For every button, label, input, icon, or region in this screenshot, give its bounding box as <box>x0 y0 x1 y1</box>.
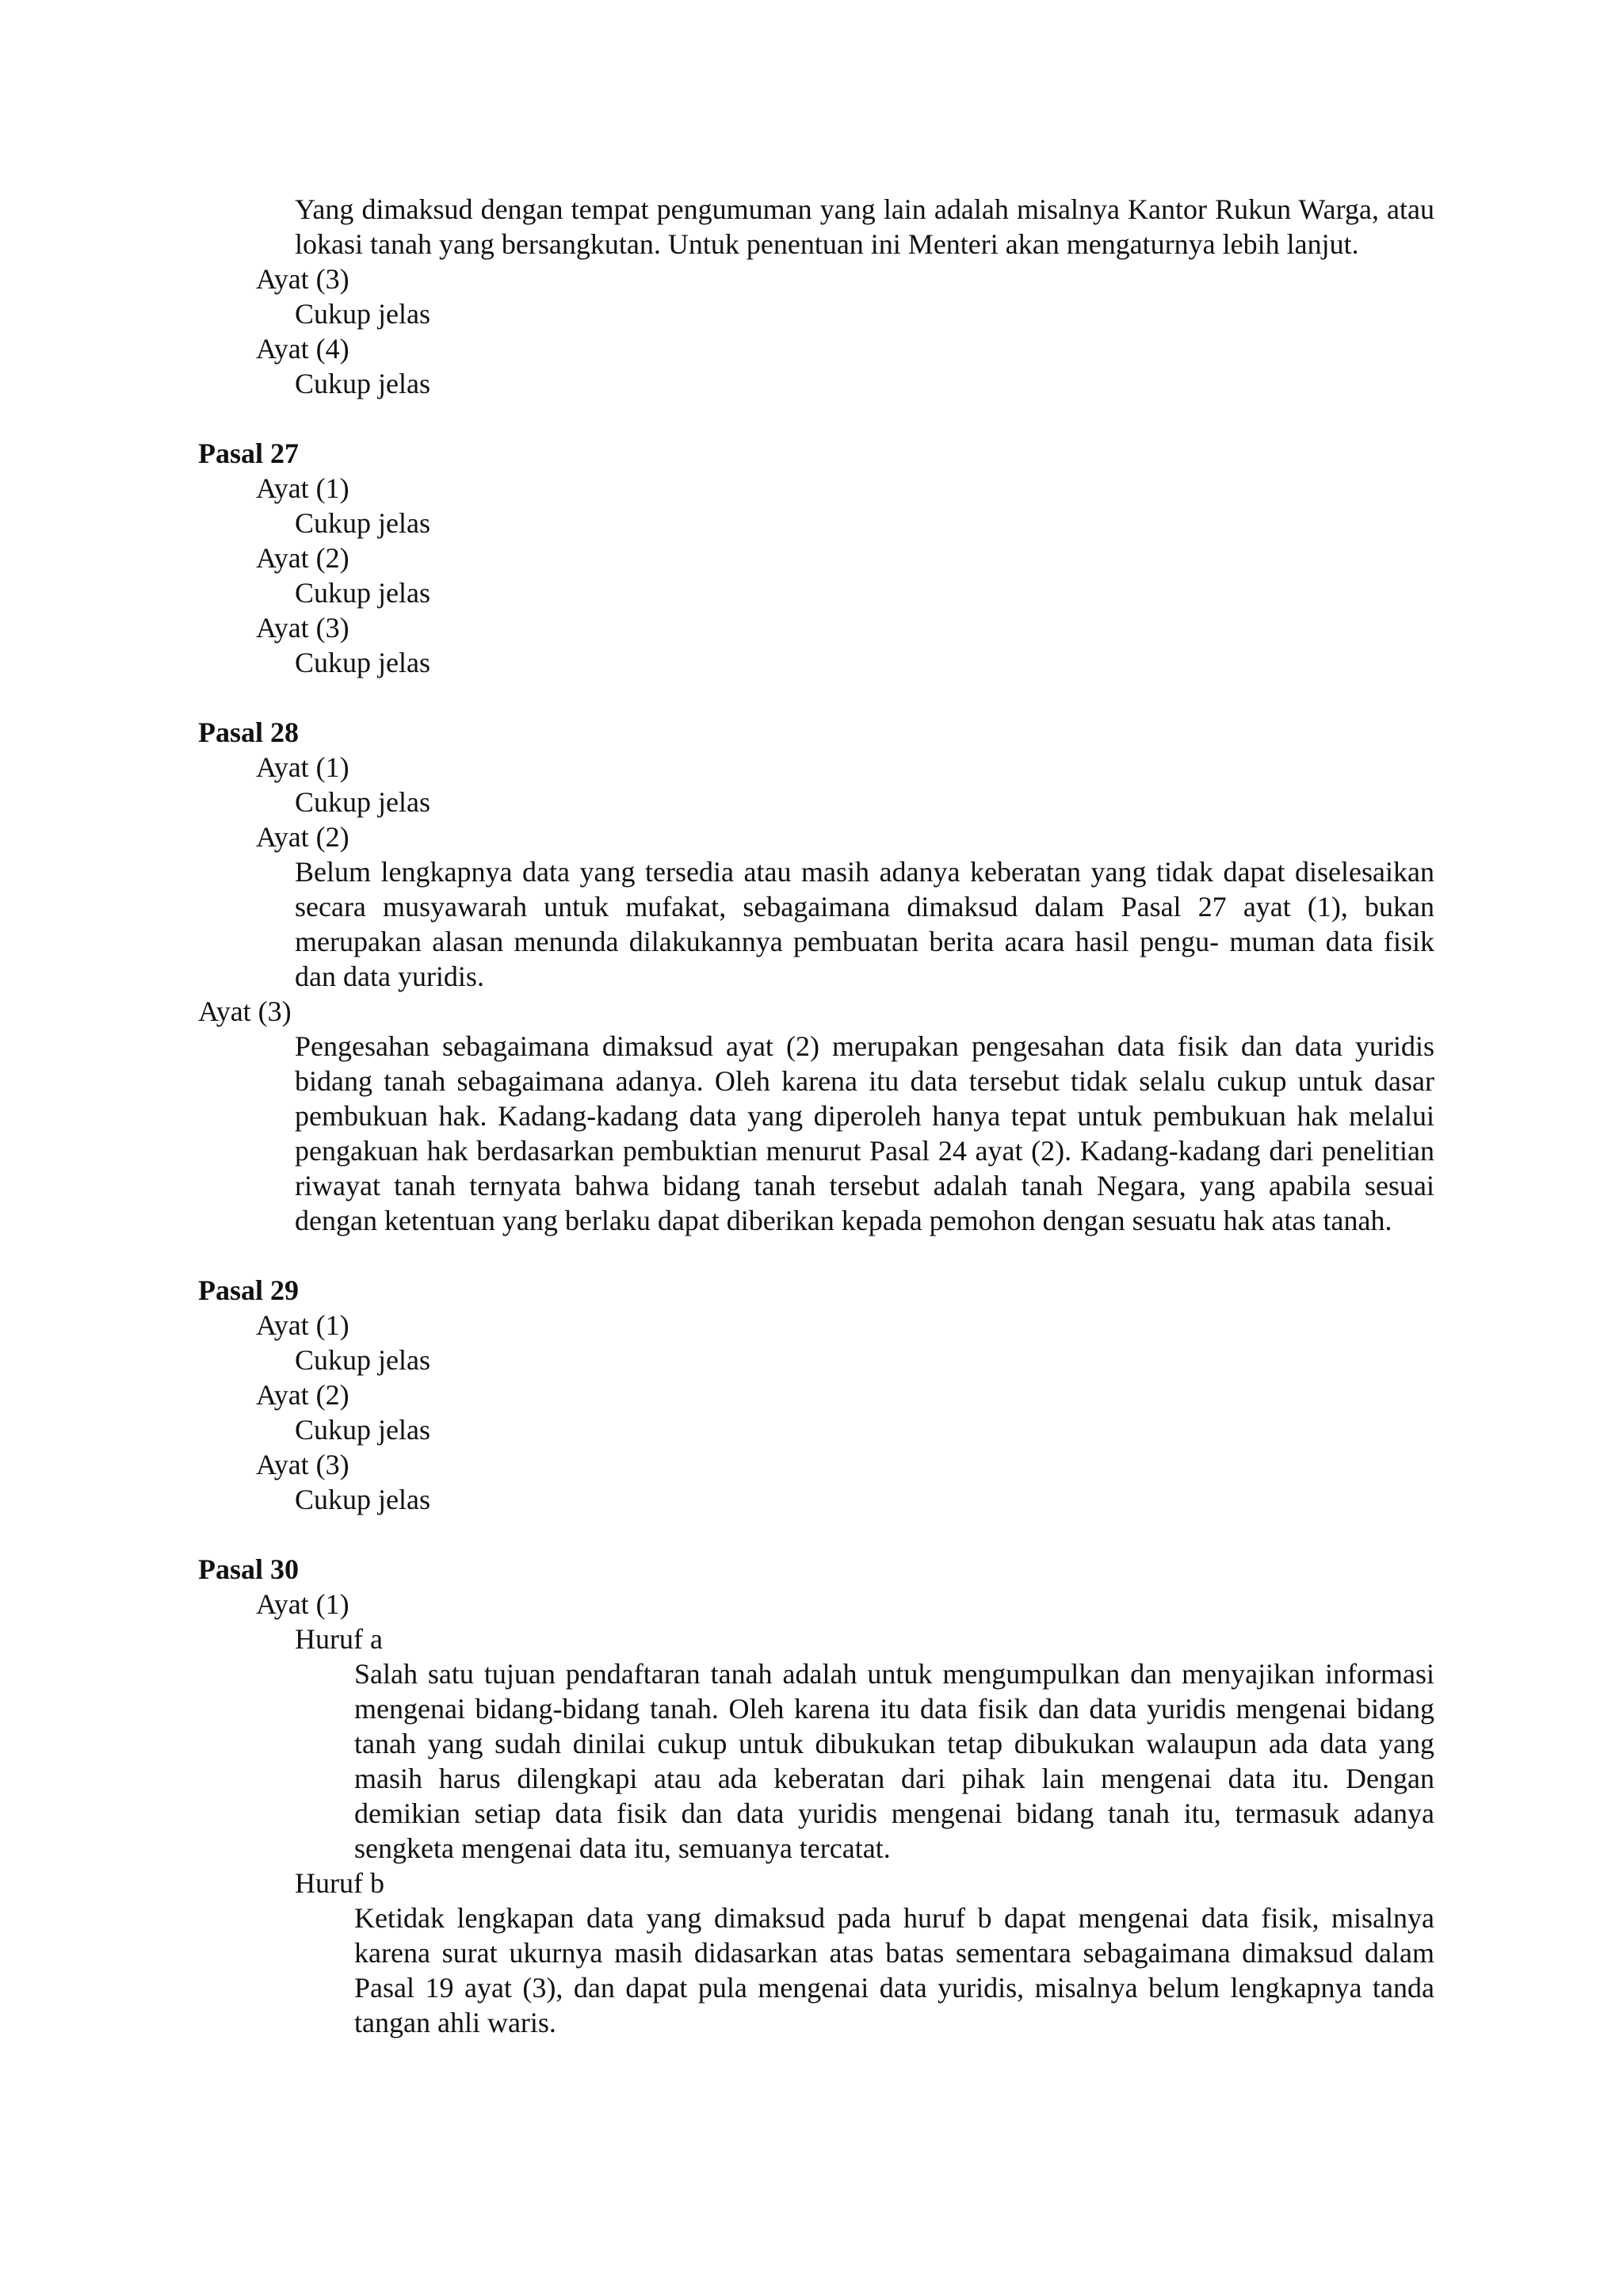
p27-ayat3-text: Cukup jelas <box>295 647 430 678</box>
p28-ayat1-text: Cukup jelas <box>295 786 430 818</box>
p28-ayat2-label: Ayat (2) <box>256 821 349 853</box>
pasal-29-heading: Pasal 29 <box>198 1274 300 1306</box>
p28-ayat3-text: Pengesahan sebagaimana dimaksud ayat (2) merupakan pengesahan data fisik dan data yuridis bidang tanah sebagaimana adanya. Oleh karena itu data tersebut tidak selalu cukup untuk dasar pembukuan hak. Kadang-kadang data yang diperoleh hanya tepat untuk pembukuan hak melalui pengakuan hak berdasarkan pembuktian menurut Pasal 24 ayat (2). Kadang-kadang dari penelitian riwayat tanah ternyata bahwa bidang tanah tersebut adalah tanah Negara, yang apabila sesuai dengan ketentuan yang berlaku dapat diberikan kepada pemohon dengan sesuatu hak atas tanah. <box>295 1030 1434 1236</box>
p29-ayat1-label: Ayat (1) <box>256 1309 349 1341</box>
pasal-28-heading: Pasal 28 <box>198 716 300 748</box>
p27-ayat2-text: Cukup jelas <box>295 577 430 609</box>
p26-ayat4-text: Cukup jelas <box>295 368 430 399</box>
p26-ayat4-label: Ayat (4) <box>256 333 349 365</box>
p27-ayat3-label: Ayat (3) <box>256 612 349 644</box>
intro-paragraph: Yang dimaksud dengan tempat pengumuman yang lain adalah misalnya Kantor Rukun Warga, atau lokasi tanah yang bersangkutan. Untuk penentuan ini Menteri akan mengaturnya lebih lanjut. <box>295 193 1434 260</box>
p26-ayat3-text: Cukup jelas <box>295 298 430 330</box>
p30-ayat1-label: Ayat (1) <box>256 1588 349 1620</box>
p28-ayat3-label: Ayat (3) <box>198 995 292 1027</box>
p27-ayat2-label: Ayat (2) <box>256 542 349 574</box>
p26-ayat3-label: Ayat (3) <box>256 263 349 295</box>
pasal-27-heading: Pasal 27 <box>198 437 300 469</box>
p27-ayat1-text: Cukup jelas <box>295 507 430 539</box>
p27-ayat1-label: Ayat (1) <box>256 472 349 504</box>
p30-huruf-b-label: Huruf b <box>295 1867 384 1899</box>
p30-huruf-a-label: Huruf a <box>295 1623 383 1655</box>
p29-ayat3-label: Ayat (3) <box>256 1449 349 1480</box>
p28-ayat1-label: Ayat (1) <box>256 751 349 783</box>
p29-ayat2-text: Cukup jelas <box>295 1414 430 1446</box>
p29-ayat1-text: Cukup jelas <box>295 1344 430 1376</box>
p28-ayat2-text: Belum lengkapnya data yang tersedia atau masih adanya keberatan yang tidak dapat diselesaikan secara musyawarah untuk mufakat, sebagaimana dimaksud dalam Pasal 27 ayat (1), bukan merupakan alasan menunda dilakukannya pembuatan berita acara hasil pengu- muman data fisik dan data yuridis. <box>295 856 1434 992</box>
pasal-30-heading: Pasal 30 <box>198 1553 300 1585</box>
document-body <box>198 192 1434 2040</box>
p30-huruf-b-text: Ketidak lengkapan data yang dimaksud pada huruf b dapat mengenai data fisik, misalnya karena surat ukurnya masih didasarkan atas batas sementara sebagaimana dimaksud dalam Pasal 19 ayat (3), dan dapat pula mengenai data yuridis, misalnya belum lengkapnya tanda tangan ahli waris. <box>354 1902 1434 2038</box>
p30-huruf-a-text: Salah satu tujuan pendaftaran tanah adalah untuk mengumpulkan dan menyajikan informasi mengenai bidang-bidang tanah. Oleh karena itu data fisik dan data yuridis mengenai bidang tanah yang sudah dinilai cukup untuk dibukukan tetap dibukukan walaupun ada data yang masih harus dilengkapi atau ada keberatan dari pihak lain mengenai data itu. Dengan demikian setiap data fisik dan data yuridis mengenai bidang tanah itu, termasuk adanya sengketa mengenai data itu, semuanya tercatat. <box>354 1658 1434 1864</box>
p29-ayat3-text: Cukup jelas <box>295 1484 430 1515</box>
p29-ayat2-label: Ayat (2) <box>256 1379 349 1411</box>
